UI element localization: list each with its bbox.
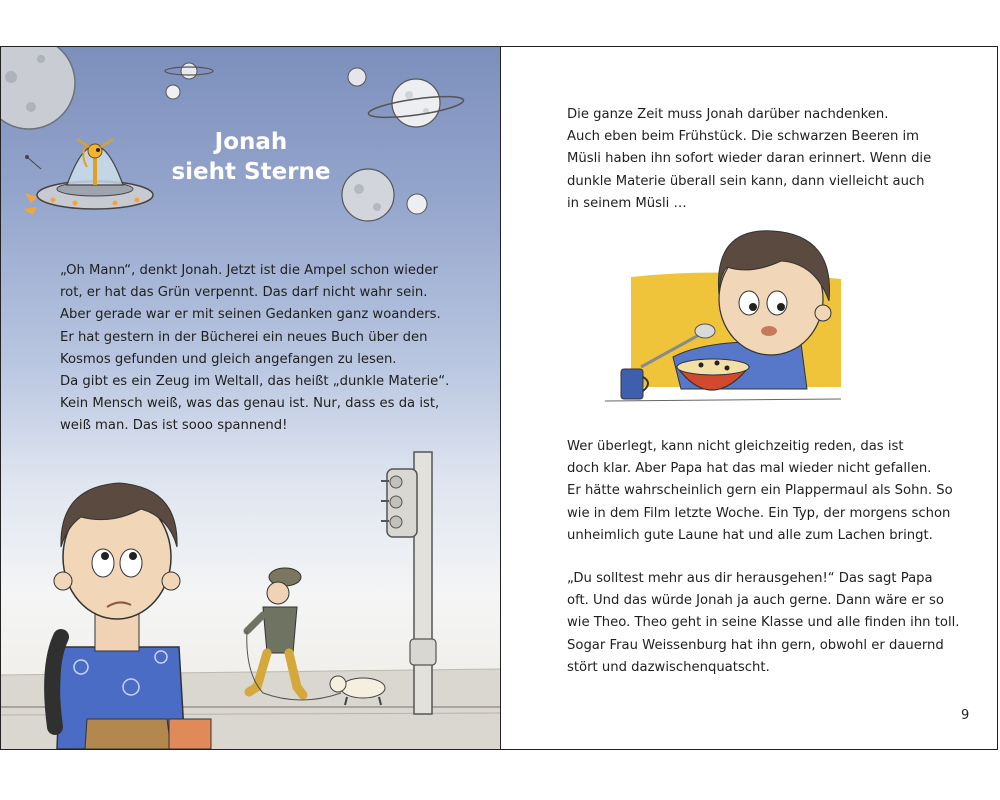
text-line: Kosmos gefunden und gleich angefangen zu lesen. xyxy=(60,351,397,367)
text-line: doch klar. Aber Papa hat das mal wieder nicht gefallen. xyxy=(567,461,932,477)
text-line: Die ganze Zeit muss Jonah darüber nachdenken. xyxy=(567,107,889,122)
left-paragraph xyxy=(60,260,449,438)
text-line: dunkle Materie überall sein kann, dann vielleicht auch xyxy=(567,173,925,189)
text-line: stört und dazwischenquatscht. xyxy=(567,659,770,675)
text-line: wie Theo. Theo geht in seine Klasse und alle finden ihn toll. xyxy=(567,615,960,631)
text-line: oft. Und das würde Jonah ja auch gerne. Dann wäre er so xyxy=(567,593,944,609)
moon-icon xyxy=(166,85,180,99)
text-line: weiß man. Das ist sooo spannend! xyxy=(60,418,288,434)
moon-icon xyxy=(407,194,427,214)
moon-icon xyxy=(342,169,394,221)
right-paragraph-3 xyxy=(567,568,959,679)
text-line: rot, er hat das Grün verpennt. Das darf nicht wahr sein. xyxy=(60,285,428,301)
moon-icon xyxy=(1,47,75,129)
text-line: Auch eben beim Frühstück. Die schwarzen Beeren im xyxy=(567,129,920,145)
text-line: Wer überlegt, kann nicht gleichzeitig reden, das ist xyxy=(567,439,904,454)
chapter-title xyxy=(161,127,341,187)
text-line: Aber gerade war er mit seinen Gedanken ganz woanders. xyxy=(60,307,441,323)
text-line: unheimlich gute Laune hat und alle zum Lachen bringt. xyxy=(567,527,933,543)
chapter-title-line: sieht Sterne xyxy=(171,159,331,185)
breakfast-illustration xyxy=(601,217,851,417)
text-line: wie in dem Film letzte Woche. Ein Typ, der morgens schon xyxy=(567,505,951,521)
chapter-title-line: Jonah xyxy=(214,129,288,155)
text-line: Da gibt es ein Zeug im Weltall, das heißt „dunkle Materie“. xyxy=(60,374,450,390)
text-line: Er hat gestern in der Bücherei ein neues Buch über den xyxy=(60,329,428,345)
book-spread xyxy=(0,46,998,750)
planet-icon xyxy=(165,63,213,79)
page-number: 9 xyxy=(961,708,970,723)
moon-icon xyxy=(348,68,366,86)
right-paragraph-1 xyxy=(567,104,931,215)
text-line: in seinem Müsli … xyxy=(567,195,687,211)
text-line: Müsli haben ihn sofort wieder daran erinnert. Wenn die xyxy=(567,151,932,167)
right-page xyxy=(501,47,997,749)
text-line: Sogar Frau Weissenburg hat ihn gern, obwohl er dauernd xyxy=(567,637,944,653)
ufo-icon xyxy=(23,146,153,215)
left-page xyxy=(1,47,501,749)
text-line: „Oh Mann“, denkt Jonah. Jetzt ist die Ampel schon wieder xyxy=(60,263,438,278)
text-line: Er hätte wahrscheinlich gern ein Plappermaul als Sohn. So xyxy=(567,483,953,499)
planet-icon xyxy=(367,79,464,127)
right-paragraph-2 xyxy=(567,436,953,547)
text-line: Kein Mensch weiß, was das genau ist. Nur, dass es da ist, xyxy=(60,396,440,412)
text-line: „Du solltest mehr aus dir herausgehen!“ Das sagt Papa xyxy=(567,571,933,586)
